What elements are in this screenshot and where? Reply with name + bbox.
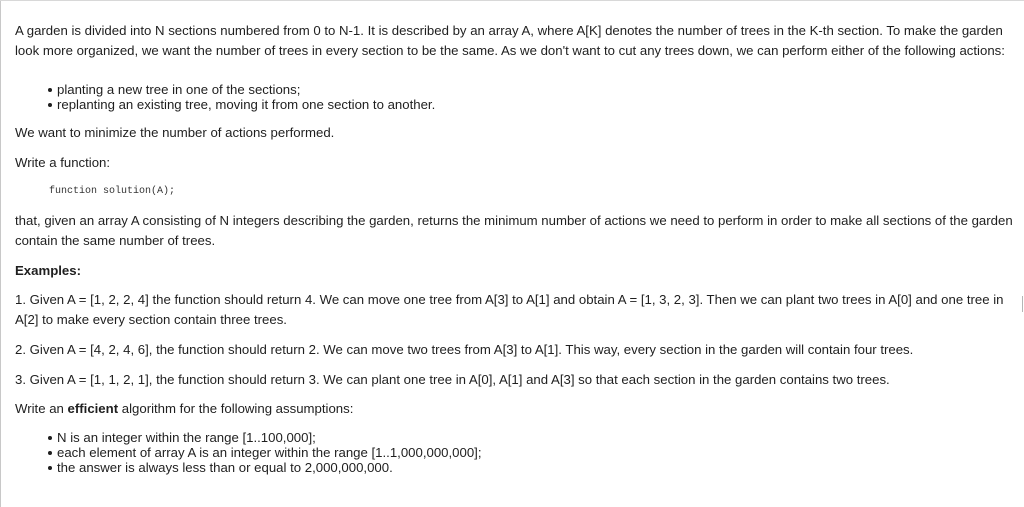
actions-list — [15, 82, 1017, 112]
example-2: 2. Given A = [4, 2, 4, 6], the function should return 2. We can move two trees from A[3] to A[1]. This way, every section in the garden will contain four trees. — [15, 342, 914, 357]
example-3: 3. Given A = [1, 1, 2, 1], the function should return 3. We can plant one tree in A[0], A[1] and A[3] so that each section in the garden contains two trees. — [15, 372, 890, 387]
examples-heading — [15, 261, 1017, 281]
goal-paragraph: We want to minimize the number of actions performed. — [15, 125, 335, 140]
list-item: each element of array A is an integer within the range [1..1,000,000,000]; — [15, 445, 1017, 460]
efficient-suffix: algorithm for the following assumptions: — [118, 401, 354, 416]
list-item: the answer is always less than or equal to 2,000,000,000. — [15, 460, 1017, 475]
assumptions-list — [15, 430, 1017, 475]
problem-statement — [15, 21, 1017, 475]
efficient-paragraph — [15, 399, 1017, 419]
list-item: replanting an existing tree, moving it from one section to another. — [15, 97, 1017, 112]
task-paragraph: that, given an array A consisting of N integers describing the garden, returns the minimum number of actions we need to perform in order to make all sections of the garden contain the same number of trees. — [15, 213, 1013, 248]
example-1: 1. Given A = [1, 2, 2, 4] the function should return 4. We can move one tree from A[3] to A[1] and obtain A = [1, 3, 2, 3]. Then we can plant two trees in A[0] and one tree in A[2] to make every section contain three trees. — [15, 292, 1004, 327]
efficient-prefix: Write an — [15, 401, 68, 416]
list-item: N is an integer within the range [1..100,000]; — [15, 430, 1017, 445]
write-function-label: Write a function: — [15, 155, 111, 170]
scrollbar-marker[interactable] — [1022, 296, 1023, 312]
intro-paragraph: A garden is divided into N sections numbered from 0 to N-1. It is described by an array A, where A[K] denotes the number of trees in the K-th section. To make the garden look more organized, we want the number of trees in every section to be the same. As we don't want to cut any trees down, we can perform either of the following actions: — [15, 23, 1005, 58]
code-signature: function solution(A); — [49, 186, 176, 197]
top-border — [0, 0, 1024, 1]
examples-heading-text: Examples: — [15, 263, 81, 278]
list-item: planting a new tree in one of the sections; — [15, 82, 1017, 97]
left-border — [0, 0, 1, 507]
efficient-bold: efficient — [67, 401, 119, 416]
